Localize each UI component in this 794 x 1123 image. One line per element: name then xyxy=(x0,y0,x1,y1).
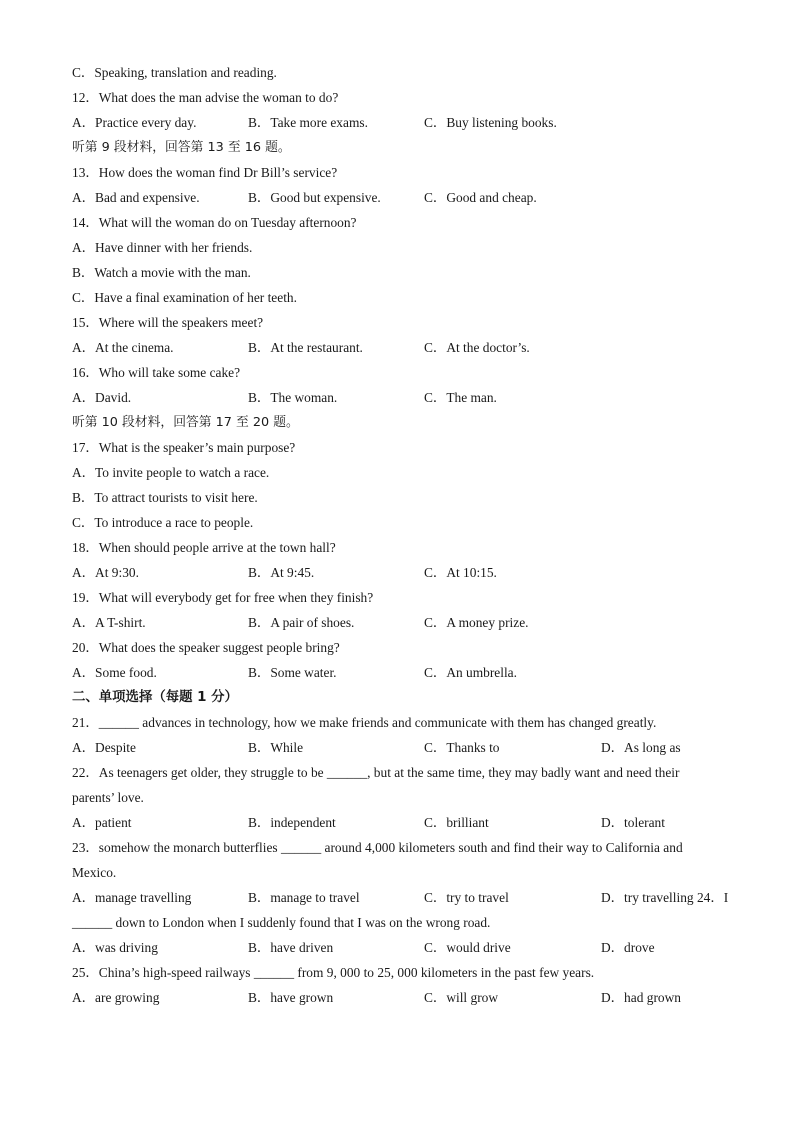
q24-option-d: D．drove xyxy=(601,940,655,955)
q19-option-a: A．A T-shirt. xyxy=(72,615,146,630)
q18-option-c: C．At 10:15. xyxy=(424,565,497,580)
q13-options xyxy=(72,188,722,208)
q24-option-b: B．have driven xyxy=(248,940,334,955)
q17-option-c: C．To introduce a race to people. xyxy=(72,515,254,530)
q15-option-b: B．At the restaurant. xyxy=(248,340,363,355)
q23-option-d: D．try travelling 24．I xyxy=(601,890,729,905)
q13-option-b: B．Good but expensive. xyxy=(248,190,381,205)
q12-stem: 12．What does the man advise the woman to do? xyxy=(72,90,339,105)
q19-option-c: C．A money prize. xyxy=(424,615,529,630)
q22-options xyxy=(72,813,722,833)
q25-stem: 25．China’s high-speed railways ______ from 9, 000 to 25, 000 kilometers in the past few years. xyxy=(72,965,595,980)
q14-option-c: C．Have a final examination of her teeth. xyxy=(72,290,297,305)
q17-option-b: B．To attract tourists to visit here. xyxy=(72,490,258,505)
q11-option-c: C．Speaking, translation and reading. xyxy=(72,65,277,80)
q24-options xyxy=(72,938,722,958)
q25-option-b: B．have grown xyxy=(248,990,334,1005)
q20-option-b: B．Some water. xyxy=(248,665,337,680)
q22-option-d: D．tolerant xyxy=(601,815,665,830)
q20-stem: 20．What does the speaker suggest people bring? xyxy=(72,640,340,655)
q16-option-c: C．The man. xyxy=(424,390,497,405)
q20-option-c: C．An umbrella. xyxy=(424,665,517,680)
q23-stem: 23．somehow the monarch butterflies ______ around 4,000 kilometers south and find their way to California and xyxy=(72,840,683,855)
q19-options xyxy=(72,613,722,633)
section-instruction-10: 听第 10 段材料，回答第 17 至 20 题。 xyxy=(72,415,299,430)
q19-stem: 19．What will everybody get for free when they finish? xyxy=(72,590,374,605)
q19-option-b: B．A pair of shoes. xyxy=(248,615,355,630)
q21-stem: 21．______ advances in technology, how we make friends and communicate with them has changed greatly. xyxy=(72,715,657,730)
q20-option-a: A．Some food. xyxy=(72,665,157,680)
q25-option-a: A．are growing xyxy=(72,990,160,1005)
q21-option-d: D．As long as xyxy=(601,740,681,755)
q25-option-d: D．had grown xyxy=(601,990,681,1005)
q23-options xyxy=(72,888,732,908)
q22-stem: 22．As teenagers get older, they struggle to be ______, but at the same time, they may badly want and need their xyxy=(72,765,680,780)
q13-option-c: C．Good and cheap. xyxy=(424,190,537,205)
q16-option-b: B．The woman. xyxy=(248,390,338,405)
q21-options xyxy=(72,738,722,758)
q13-option-a: A．Bad and expensive. xyxy=(72,190,200,205)
q18-option-b: B．At 9:45. xyxy=(248,565,315,580)
q12-option-c: C．Buy listening books. xyxy=(424,115,557,130)
q16-options xyxy=(72,388,722,408)
section-heading-single-choice: 二、单项选择（每题 1 分） xyxy=(72,690,238,705)
q15-option-c: C．At the doctor’s. xyxy=(424,340,530,355)
q22-option-a: A．patient xyxy=(72,815,132,830)
q25-option-c: C．will grow xyxy=(424,990,499,1005)
q12-option-b: B．Take more exams. xyxy=(248,115,368,130)
q24-option-c: C．would drive xyxy=(424,940,511,955)
q23-option-c: C．try to travel xyxy=(424,890,509,905)
q13-stem: 13．How does the woman find Dr Bill’s service? xyxy=(72,165,338,180)
q23-stem-cont: Mexico. xyxy=(72,865,117,880)
q12-option-a: A．Practice every day. xyxy=(72,115,197,130)
q16-stem: 16．Who will take some cake? xyxy=(72,365,241,380)
q23-option-b: B．manage to travel xyxy=(248,890,360,905)
q24-option-a: A．was driving xyxy=(72,940,158,955)
q14-option-a: A．Have dinner with her friends. xyxy=(72,240,253,255)
q21-option-c: C．Thanks to xyxy=(424,740,500,755)
q24-stem: ______ down to London when I suddenly found that I was on the wrong road. xyxy=(72,915,491,930)
q18-stem: 18．When should people arrive at the town hall? xyxy=(72,540,336,555)
q17-stem: 17．What is the speaker’s main purpose? xyxy=(72,440,296,455)
q15-option-a: A．At the cinema. xyxy=(72,340,174,355)
q15-stem: 15．Where will the speakers meet? xyxy=(72,315,264,330)
q21-option-a: A．Despite xyxy=(72,740,136,755)
q21-option-b: B．While xyxy=(248,740,304,755)
q16-option-a: A．David. xyxy=(72,390,132,405)
q25-options xyxy=(72,988,722,1008)
q20-options xyxy=(72,663,722,683)
q22-stem-cont: parents’ love. xyxy=(72,790,144,805)
q22-option-c: C．brilliant xyxy=(424,815,489,830)
q14-stem: 14．What will the woman do on Tuesday afternoon? xyxy=(72,215,357,230)
q22-option-b: B．independent xyxy=(248,815,336,830)
q15-options xyxy=(72,338,722,358)
q14-option-b: B．Watch a movie with the man. xyxy=(72,265,251,280)
q18-options xyxy=(72,563,722,583)
q18-option-a: A．At 9:30. xyxy=(72,565,139,580)
q23-option-a: A．manage travelling xyxy=(72,890,192,905)
q12-options xyxy=(72,113,722,133)
section-instruction-9: 听第 9 段材料，回答第 13 至 16 题。 xyxy=(72,140,291,155)
q17-option-a: A．To invite people to watch a race. xyxy=(72,465,270,480)
